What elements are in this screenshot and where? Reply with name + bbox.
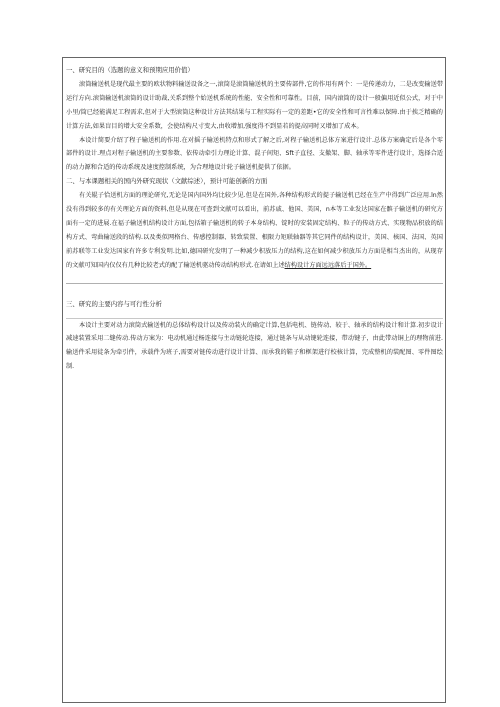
document-body bbox=[66, 64, 443, 374]
section3-title: 三、研究的主要内容与可行性分析 bbox=[66, 299, 162, 308]
section2-paragraph-1 bbox=[66, 189, 443, 272]
section2-paragraph-text: 有关辊子恰送机方面的理论研究,无论是国内国外均比较少见.但是在国外,各种结构形式的提子输送机已经在生产中得到广泛应用.ln然没有得到较多的有关理论方面的资料,但是从现在可查到文献可以看出，前苏戚、他国、美国，n本等工业发达国家在髌子输送机的研究方面有一定的进展.在福子输送机结构设计方面,包括箱子输送机的转子本身结构、锭时的安装固定结构、粒子的传动方式、实现物品积放的结构方式、弯曲输送段的结构.以及类似网格台、传感控制器、转致装置、根限力矩联轴器等其它同件的结构设计，美国、核国、法国、英国前苏联等工业发达国家有许多专利发明.比如,德国研究发明了一种减少积放压力的结构,这在如何减少积放压力方面是相当杰出的，从现存的文献可知国内仅仅有几种比较老式的配了输送机驱动传动结构形式.在请如上述 bbox=[66, 192, 443, 269]
section1-paragraph-1: 滚筒输送机是现代最主要的欧状物料输送设备之一,滚筒是滚筒输送机的主要传部件,它的作用有两个：一是传递动力，二是改变输送带运行方向.滚筒输送机滚筒的设计助裁,关系到整个始送机系统的性能、安全性和可靠性。目前，国内滚筒的设计一般偏用近似公式，对于中小里/筒已经能满足工程需求,但对于大型滚筒这种设计方法其结果与工程实际有一定的差距•它的安全性和可言性难以保障.由于挨乏精确的计算方法,如果盲目的增大安全系数，会使结构尺寸变大,由收增加,强度得不到显若的提高同时又增加了成本。 bbox=[66, 80, 443, 130]
section1-title: 一、研究目的（选题的意义和预期应用价值） bbox=[66, 66, 194, 74]
section-divider bbox=[66, 283, 443, 284]
section3-paragraph-1: 本设计主要对动力滚筒式输送机的总体结构设计以及传动装火的确定计算,包括电机、链传动、较于、轴承的结构设计和计算.初步设计减速装置采用二缝传动.传动方案为：电动机通过杨连接与主动链轮连接，通过链条与从动键轮连接，带动键子，由此带动铜上的理物前进.输送件采用徒条为牵引件，承载件为班子,需要对链传动进行设计计算、而承我的鞋子和框架进行校核计算，完成整机的装配图、零件图绘制. bbox=[66, 321, 443, 371]
section2-title: 二、与本课题相关的国内外研究现状（文献综述），预计可能创新的方面 bbox=[66, 177, 268, 186]
section1-paragraph-2: 本设计简要介绍了程子输送机的作用.在对摇子输送机特点和形式了解之后,对程子输送机总体方案进行设计.总体方案确定后是各个零部件的设计.理点对程子输送机的主要参数、依传动牵引力理论计算、混子间矩、Sft子直径、支撤架、脚、轴承等零件进行设计，选择合适的动力源和合适的传动系统及速度控制系统，为合理地设计轮子输送机提供了依据。 bbox=[66, 136, 443, 172]
section2-underlined-text: 结构设计方面远远落后于国外。 bbox=[284, 261, 372, 269]
